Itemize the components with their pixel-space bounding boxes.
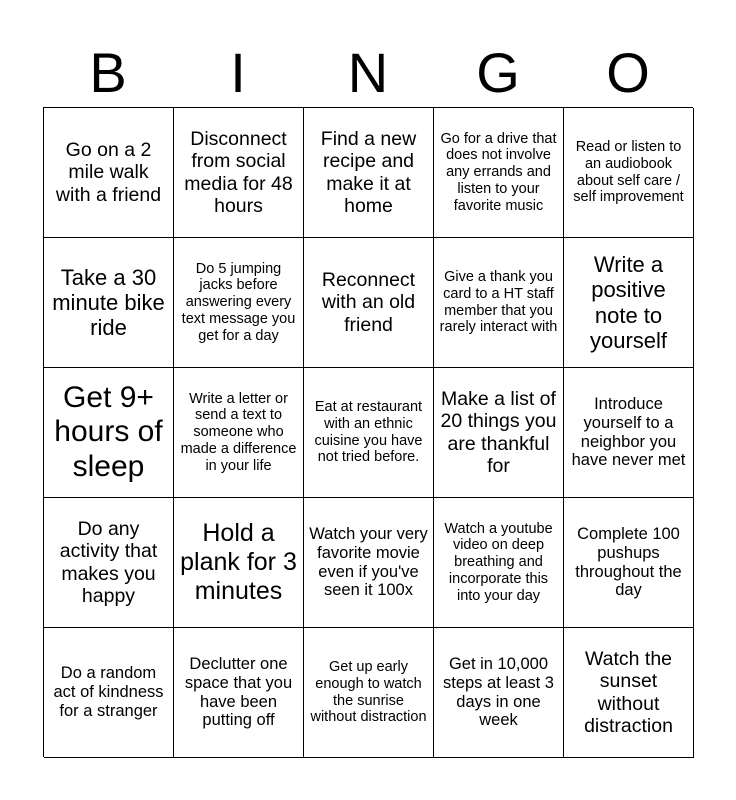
bingo-cell[interactable] bbox=[434, 498, 564, 628]
header-letter-g: G bbox=[476, 41, 520, 104]
bingo-cell[interactable] bbox=[174, 108, 304, 238]
cell-text: Watch your very favorite movie even if you've seen it 100x bbox=[309, 524, 428, 600]
bingo-cell[interactable] bbox=[564, 628, 694, 758]
bingo-cell[interactable] bbox=[44, 108, 174, 238]
cell-text: Declutter one space that you have been putting off bbox=[184, 654, 293, 730]
cell-text: Reconnect with an old friend bbox=[321, 268, 416, 336]
cell-text: Read or listen to an audiobook about self care / self improvement bbox=[573, 139, 684, 206]
header-letter-b: B bbox=[89, 41, 127, 104]
cell-text: Take a 30 minute bike ride bbox=[52, 264, 165, 341]
cell-text: Make a list of 20 things you are thankful for bbox=[440, 387, 557, 477]
bingo-cell[interactable] bbox=[174, 368, 304, 498]
cell-text: Watch the sunset without distraction bbox=[584, 647, 673, 737]
bingo-cell[interactable] bbox=[564, 498, 694, 628]
cell-text: Get in 10,000 steps at least 3 days in one week bbox=[443, 654, 554, 730]
cell-text: Introduce yourself to a neighbor you have never met bbox=[571, 394, 686, 470]
cell-text: Find a new recipe and make it at home bbox=[320, 127, 417, 217]
header-letter-i: I bbox=[230, 41, 246, 104]
cell-text: Complete 100 pushups throughout the day bbox=[575, 524, 682, 600]
bingo-cell[interactable] bbox=[564, 108, 694, 238]
bingo-cell[interactable] bbox=[434, 368, 564, 498]
cell-text: Get up early enough to watch the sunrise without distraction bbox=[310, 659, 427, 726]
bingo-header bbox=[43, 40, 693, 106]
bingo-cell[interactable] bbox=[304, 108, 434, 238]
bingo-cell[interactable] bbox=[44, 498, 174, 628]
bingo-card-grid bbox=[43, 107, 693, 757]
cell-text: Go for a drive that does not involve any errands and listen to your favorite music bbox=[440, 130, 557, 214]
cell-text: Eat at restaurant with an ethnic cuisine you have not tried before. bbox=[314, 399, 423, 466]
cell-text: Do 5 jumping jacks before answering every text message you get for a day bbox=[181, 260, 296, 344]
cell-text: Hold a plank for 3 minutes bbox=[180, 519, 297, 605]
header-letter-n: N bbox=[347, 41, 389, 104]
header-letter-o: O bbox=[606, 41, 650, 104]
bingo-cell[interactable] bbox=[304, 498, 434, 628]
bingo-cell[interactable] bbox=[304, 628, 434, 758]
cell-text: Write a letter or send a text to someone who made a difference in your life bbox=[180, 390, 297, 474]
cell-text: Disconnect from social media for 48 hours bbox=[184, 127, 293, 217]
cell-text: Get 9+ hours of sleep bbox=[54, 380, 163, 483]
bingo-cell[interactable] bbox=[564, 238, 694, 368]
bingo-cell[interactable] bbox=[564, 368, 694, 498]
bingo-cell[interactable] bbox=[174, 238, 304, 368]
bingo-cell[interactable] bbox=[44, 368, 174, 498]
cell-text: Do a random act of kindness for a stranger bbox=[53, 664, 164, 720]
bingo-cell[interactable] bbox=[434, 238, 564, 368]
bingo-cell[interactable] bbox=[304, 368, 434, 498]
cell-text: Do any activity that makes you happy bbox=[59, 517, 158, 607]
cell-text: Watch a youtube video on deep breathing and incorporate this into your day bbox=[444, 520, 553, 604]
bingo-cell[interactable] bbox=[174, 498, 304, 628]
cell-text: Write a positive note to yourself bbox=[589, 251, 668, 353]
bingo-cell[interactable] bbox=[44, 238, 174, 368]
cell-text: Go on a 2 mile walk with a friend bbox=[55, 138, 162, 206]
bingo-cell[interactable] bbox=[44, 628, 174, 758]
cell-text: Give a thank you card to a HT staff member that you rarely interact with bbox=[439, 269, 558, 336]
bingo-cell[interactable] bbox=[174, 628, 304, 758]
bingo-cell[interactable] bbox=[434, 108, 564, 238]
bingo-cell[interactable] bbox=[434, 628, 564, 758]
bingo-cell[interactable] bbox=[304, 238, 434, 368]
